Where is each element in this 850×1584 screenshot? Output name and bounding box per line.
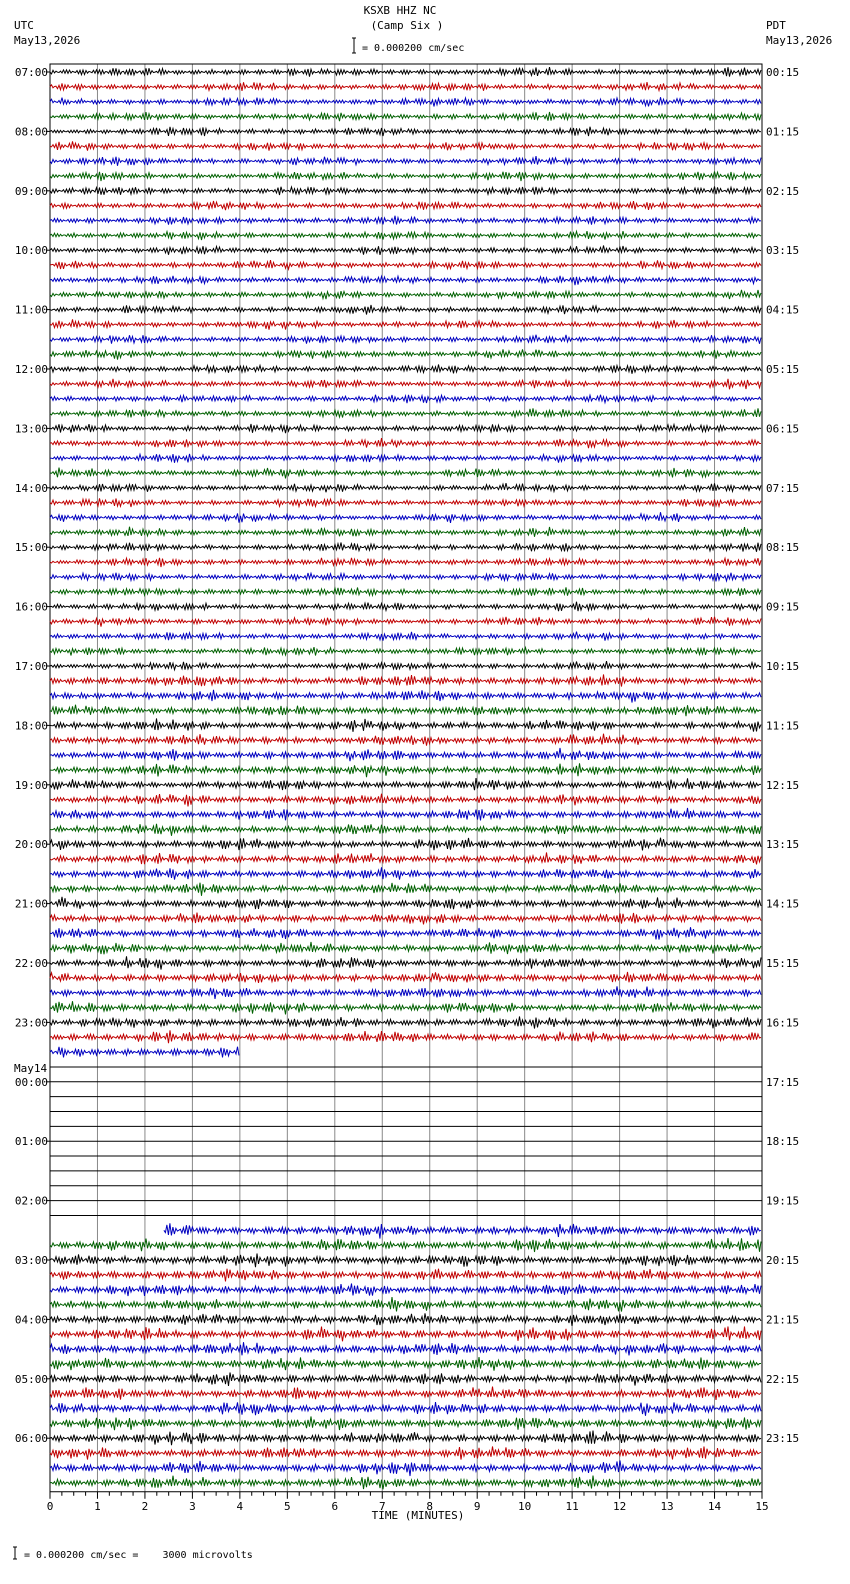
seismic-trace [50,335,761,344]
seismic-trace [50,395,761,404]
seismic-trace [50,942,761,954]
seismic-trace [50,647,761,655]
seismic-trace [50,778,761,790]
x-tick-label: 15 [755,1499,769,1513]
seismic-trace [50,587,761,596]
seismic-trace [50,1357,761,1371]
seismic-trace [50,498,761,507]
seismic-trace [50,867,761,879]
seismic-trace [50,438,761,448]
x-tick-label: 6 [331,1499,339,1513]
x-tick-label: 4 [236,1499,244,1513]
utc-hour-label: 10:00 [14,244,48,258]
seismic-trace [50,617,761,627]
seismic-trace [50,674,761,686]
utc-hour-label: 13:00 [14,422,48,436]
seismic-trace [50,972,761,983]
seismic-trace [50,853,761,865]
seismic-trace [50,305,761,315]
utc-hour-label: 18:00 [14,719,48,733]
pdt-hour-label: 12:15 [766,778,800,792]
x-tick-label: 2 [141,1499,149,1513]
seismic-trace [50,379,761,390]
seismic-trace [50,719,761,732]
utc-hour-label: 08:00 [14,125,48,139]
seismic-trace [50,67,761,77]
seismic-trace [50,705,761,717]
seismic-trace [50,231,761,240]
seismic-trace [50,276,761,285]
pdt-hour-label: 23:15 [766,1432,800,1446]
seismic-trace [50,1297,761,1311]
pdt-hour-label: 18:15 [766,1135,800,1149]
seismic-trace [50,632,761,641]
scale-label: = 0.000200 cm/sec [362,43,465,54]
pdt-hour-label: 01:15 [766,125,800,139]
seismic-trace [50,365,761,374]
x-tick-label: 1 [94,1499,101,1513]
x-tick-label: 3 [189,1499,196,1513]
seismic-trace [50,763,761,777]
scale-bar-icon [352,38,356,53]
utc-hour-label: 11:00 [14,303,48,317]
pdt-hour-label: 03:15 [766,244,800,258]
seismic-trace [50,1431,761,1446]
utc-hour-label: 09:00 [14,184,48,198]
station-location: (Camp Six ) [370,19,444,32]
pdt-hour-label: 09:15 [766,600,800,614]
seismic-trace [50,986,761,999]
pdt-hour-label: 16:15 [766,1016,800,1030]
x-tick-label: 13 [660,1499,674,1513]
utc-hour-label: 19:00 [14,778,48,792]
seismic-trace [50,483,761,492]
seismic-trace [50,956,761,969]
utc-hour-label: 00:00 [14,1075,48,1089]
pdt-hour-label: 10:15 [766,660,800,673]
seismic-trace [50,883,761,896]
seismic-trace [50,408,761,417]
seismic-trace [50,573,761,582]
pdt-hour-label: 17:15 [766,1075,800,1089]
pdt-hour-label: 07:15 [766,481,800,495]
seismic-trace [50,424,761,433]
station-title: KSXB HHZ NC [363,4,437,17]
seismic-trace [50,927,761,939]
seismic-trace [50,260,761,269]
pdt-hour-label: 15:15 [766,957,800,970]
date-change-label: May14 [14,1062,48,1075]
x-tick-label: 8 [426,1499,434,1513]
utc-hour-label: 06:00 [14,1432,48,1446]
seismic-trace [164,1223,761,1238]
seismic-trace [50,794,761,807]
seismic-trace [50,824,761,836]
x-tick-label: 10 [518,1499,532,1513]
seismic-trace [50,1238,761,1252]
seismic-trace [50,319,761,329]
pdt-hour-label: 22:15 [766,1372,800,1386]
footer-scale-note: = 0.000200 cm/sec = 3000 microvolts [24,1550,253,1561]
pdt-hour-label: 02:15 [766,184,800,198]
utc-hour-label: 12:00 [14,363,48,376]
utc-hour-label: 15:00 [14,541,48,555]
seismic-trace [50,1387,761,1400]
seismic-trace [50,543,761,552]
seismic-trace [50,734,761,746]
right-date: May13,2026 [766,34,833,47]
seismic-trace [50,97,761,106]
seismic-trace [50,602,761,611]
seismic-trace [50,127,761,136]
seismic-trace [50,527,761,537]
seismic-trace [50,1001,761,1014]
seismic-trace [50,1016,761,1028]
seismic-trace [50,290,761,299]
pdt-hour-label: 21:15 [766,1313,800,1327]
pdt-hour-label: 04:15 [766,303,800,317]
utc-hour-label: 01:00 [14,1135,48,1149]
seismic-trace [50,1416,761,1430]
seismic-trace [50,808,761,820]
x-axis-title: TIME (MINUTES) [371,1509,465,1522]
pdt-hour-label: 14:15 [766,897,800,911]
pdt-hour-label: 06:15 [766,422,800,436]
seismic-trace [50,468,761,479]
seismic-trace [50,112,761,121]
seismic-trace [50,141,761,150]
seismic-trace [50,1446,761,1459]
seismic-trace [50,838,761,851]
seismic-trace [50,748,761,761]
seismic-trace [50,1402,761,1416]
x-tick-label: 0 [46,1499,54,1513]
seismic-trace [50,1342,761,1355]
seismic-trace [50,454,761,463]
seismic-trace [50,172,761,182]
seismic-trace [50,349,761,359]
seismic-trace [50,897,761,909]
seismic-trace [50,913,761,925]
seismic-trace [50,156,761,166]
utc-hour-label: 02:00 [14,1194,48,1208]
pdt-hour-label: 19:15 [766,1194,800,1208]
seismic-trace [50,558,761,567]
utc-hour-label: 17:00 [14,660,48,673]
pdt-hour-label: 00:15 [766,66,800,79]
seismic-trace [50,82,761,91]
seismic-trace [50,1313,761,1326]
seismic-trace [50,1476,761,1490]
right-timezone: PDT [766,19,786,32]
utc-hour-label: 03:00 [14,1254,48,1267]
utc-hour-label: 05:00 [14,1372,48,1386]
left-date: May13,2026 [14,34,81,47]
seismic-trace [50,1461,761,1477]
pdt-hour-label: 08:15 [766,541,800,555]
footer-scale-bar-icon [13,1547,17,1559]
seismic-trace [50,216,761,225]
seismic-trace [50,1030,761,1043]
x-tick-label: 5 [284,1499,291,1513]
utc-hour-label: 14:00 [14,481,48,495]
seismic-trace [50,201,761,210]
seismic-trace [50,1284,761,1297]
seismic-trace [50,1327,761,1342]
seismic-trace [50,1254,761,1268]
pdt-hour-label: 05:15 [766,363,800,376]
utc-hour-label: 04:00 [14,1313,48,1327]
seismic-trace [50,512,761,523]
seismic-trace [50,1269,761,1282]
seismic-trace [50,1373,761,1386]
utc-hour-label: 21:00 [14,897,48,911]
seismic-trace [50,246,761,255]
seismic-trace [50,187,761,196]
utc-hour-label: 07:00 [14,66,48,79]
seismic-trace [50,690,761,703]
seismic-trace [50,661,761,670]
x-tick-label: 11 [565,1499,579,1513]
left-timezone: UTC [14,19,34,32]
x-tick-label: 14 [707,1499,722,1513]
pdt-hour-label: 13:15 [766,838,800,852]
utc-hour-label: 23:00 [14,1016,48,1030]
utc-hour-label: 22:00 [14,957,48,970]
pdt-hour-label: 11:15 [766,719,800,733]
utc-hour-label: 16:00 [14,600,48,614]
utc-hour-label: 20:00 [14,838,48,852]
pdt-hour-label: 20:15 [766,1254,800,1267]
x-tick-label: 12 [612,1499,627,1513]
x-tick-label: 9 [473,1499,481,1513]
x-tick-label: 7 [378,1499,386,1513]
